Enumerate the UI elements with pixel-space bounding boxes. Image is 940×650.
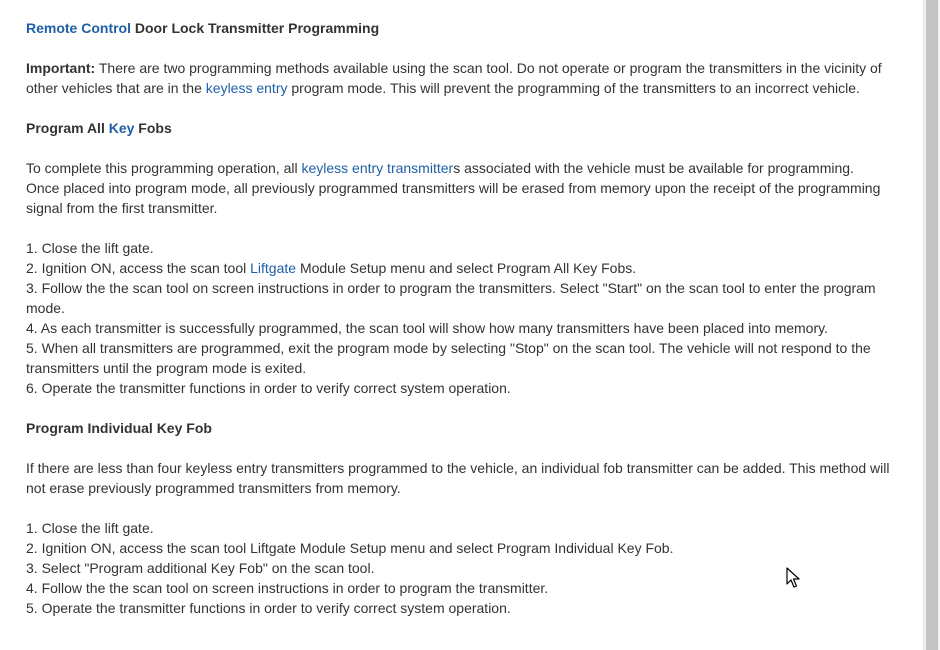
document-content bbox=[26, 18, 910, 618]
section1-step-1: 1. Close the lift gate. bbox=[26, 240, 154, 256]
page-title-text: Door Lock Transmitter Programming bbox=[131, 20, 380, 36]
important-note-line-1 bbox=[26, 58, 910, 78]
important-note-line-2 bbox=[26, 78, 910, 98]
section-title-text: Program All bbox=[26, 120, 109, 136]
paragraph-text: s associated with the vehicle must be available for programming. bbox=[453, 160, 854, 176]
important-label: Important: bbox=[26, 60, 96, 76]
spacer bbox=[26, 138, 910, 158]
section2-step-2: 2. Ignition ON, access the scan tool Liftgate Module Setup menu and select Program Individual Key Fob. bbox=[26, 540, 674, 556]
vertical-scrollbar[interactable] bbox=[923, 0, 940, 650]
key-link[interactable]: Key bbox=[108, 120, 135, 136]
section1-intro-line-1 bbox=[26, 158, 910, 178]
section1-step-3: 3. Follow the the scan tool on screen instructions in order to program the transmitters. Select "Start" on the scan tool to enter the program bbox=[26, 280, 876, 296]
section-title-text: Fobs bbox=[134, 120, 172, 136]
section1-step-2 bbox=[26, 258, 910, 278]
section1-step-5: 5. When all transmitters are programmed, exit the program mode by selecting "Stop" on the scan tool. The vehicle will not respond to the bbox=[26, 340, 871, 356]
step-text: Module Setup menu and select Program All Key Fobs. bbox=[296, 260, 637, 276]
liftgate-link[interactable]: Liftgate bbox=[250, 260, 297, 276]
section2-step-4: 4. Follow the the scan tool on screen instructions in order to program the transmitter. bbox=[26, 580, 549, 596]
paragraph-text: To complete this programming operation, all bbox=[26, 160, 302, 176]
page-title bbox=[26, 18, 910, 38]
section1-step-3-cont: mode. bbox=[26, 300, 65, 316]
important-text: other vehicles that are in the bbox=[26, 80, 206, 96]
keyless-entry-link[interactable]: keyless entry bbox=[205, 80, 288, 96]
section2-step-5: 5. Operate the transmitter functions in order to verify correct system operation. bbox=[26, 600, 511, 616]
spacer bbox=[26, 398, 910, 418]
spacer bbox=[26, 38, 910, 58]
section-title-program-all bbox=[26, 118, 910, 138]
scrollbar-thumb[interactable] bbox=[926, 0, 938, 650]
section2-step-1: 1. Close the lift gate. bbox=[26, 520, 154, 536]
section1-intro-line-2: Once placed into program mode, all previously programmed transmitters will be erased from memory upon the receipt of the programming bbox=[26, 180, 881, 196]
remote-control-link[interactable]: Remote Control bbox=[26, 20, 131, 36]
spacer bbox=[26, 218, 910, 238]
section1-step-5-cont: transmitters until the program mode is exited. bbox=[26, 360, 307, 376]
section2-step-3: 3. Select "Program additional Key Fob" on the scan tool. bbox=[26, 560, 375, 576]
step-text: 2. Ignition ON, access the scan tool bbox=[26, 260, 251, 276]
mouse-pointer-icon bbox=[786, 567, 802, 589]
section1-intro-line-3: signal from the first transmitter. bbox=[26, 200, 218, 216]
section2-intro-line-1: If there are less than four keyless entry transmitters programmed to the vehicle, an individual fob transmitter can be added. This method will bbox=[26, 460, 890, 476]
spacer bbox=[26, 498, 910, 518]
section1-step-6: 6. Operate the transmitter functions in order to verify correct system operation. bbox=[26, 380, 511, 396]
section2-intro-line-2: not erase previously programmed transmitters from memory. bbox=[26, 480, 401, 496]
spacer bbox=[26, 438, 910, 458]
important-text: program mode. This will prevent the programming of the transmitters to an incorrect vehicle. bbox=[287, 80, 860, 96]
spacer bbox=[26, 98, 910, 118]
keyless-entry-transmitter-link[interactable]: keyless entry transmitter bbox=[301, 160, 454, 176]
important-text: There are two programming methods available using the scan tool. Do not operate or program the transmitters in the vicinity of bbox=[95, 60, 882, 76]
section-title-program-individual: Program Individual Key Fob bbox=[26, 420, 212, 436]
section1-step-4: 4. As each transmitter is successfully programmed, the scan tool will show how many transmitters have been placed into memory. bbox=[26, 320, 828, 336]
